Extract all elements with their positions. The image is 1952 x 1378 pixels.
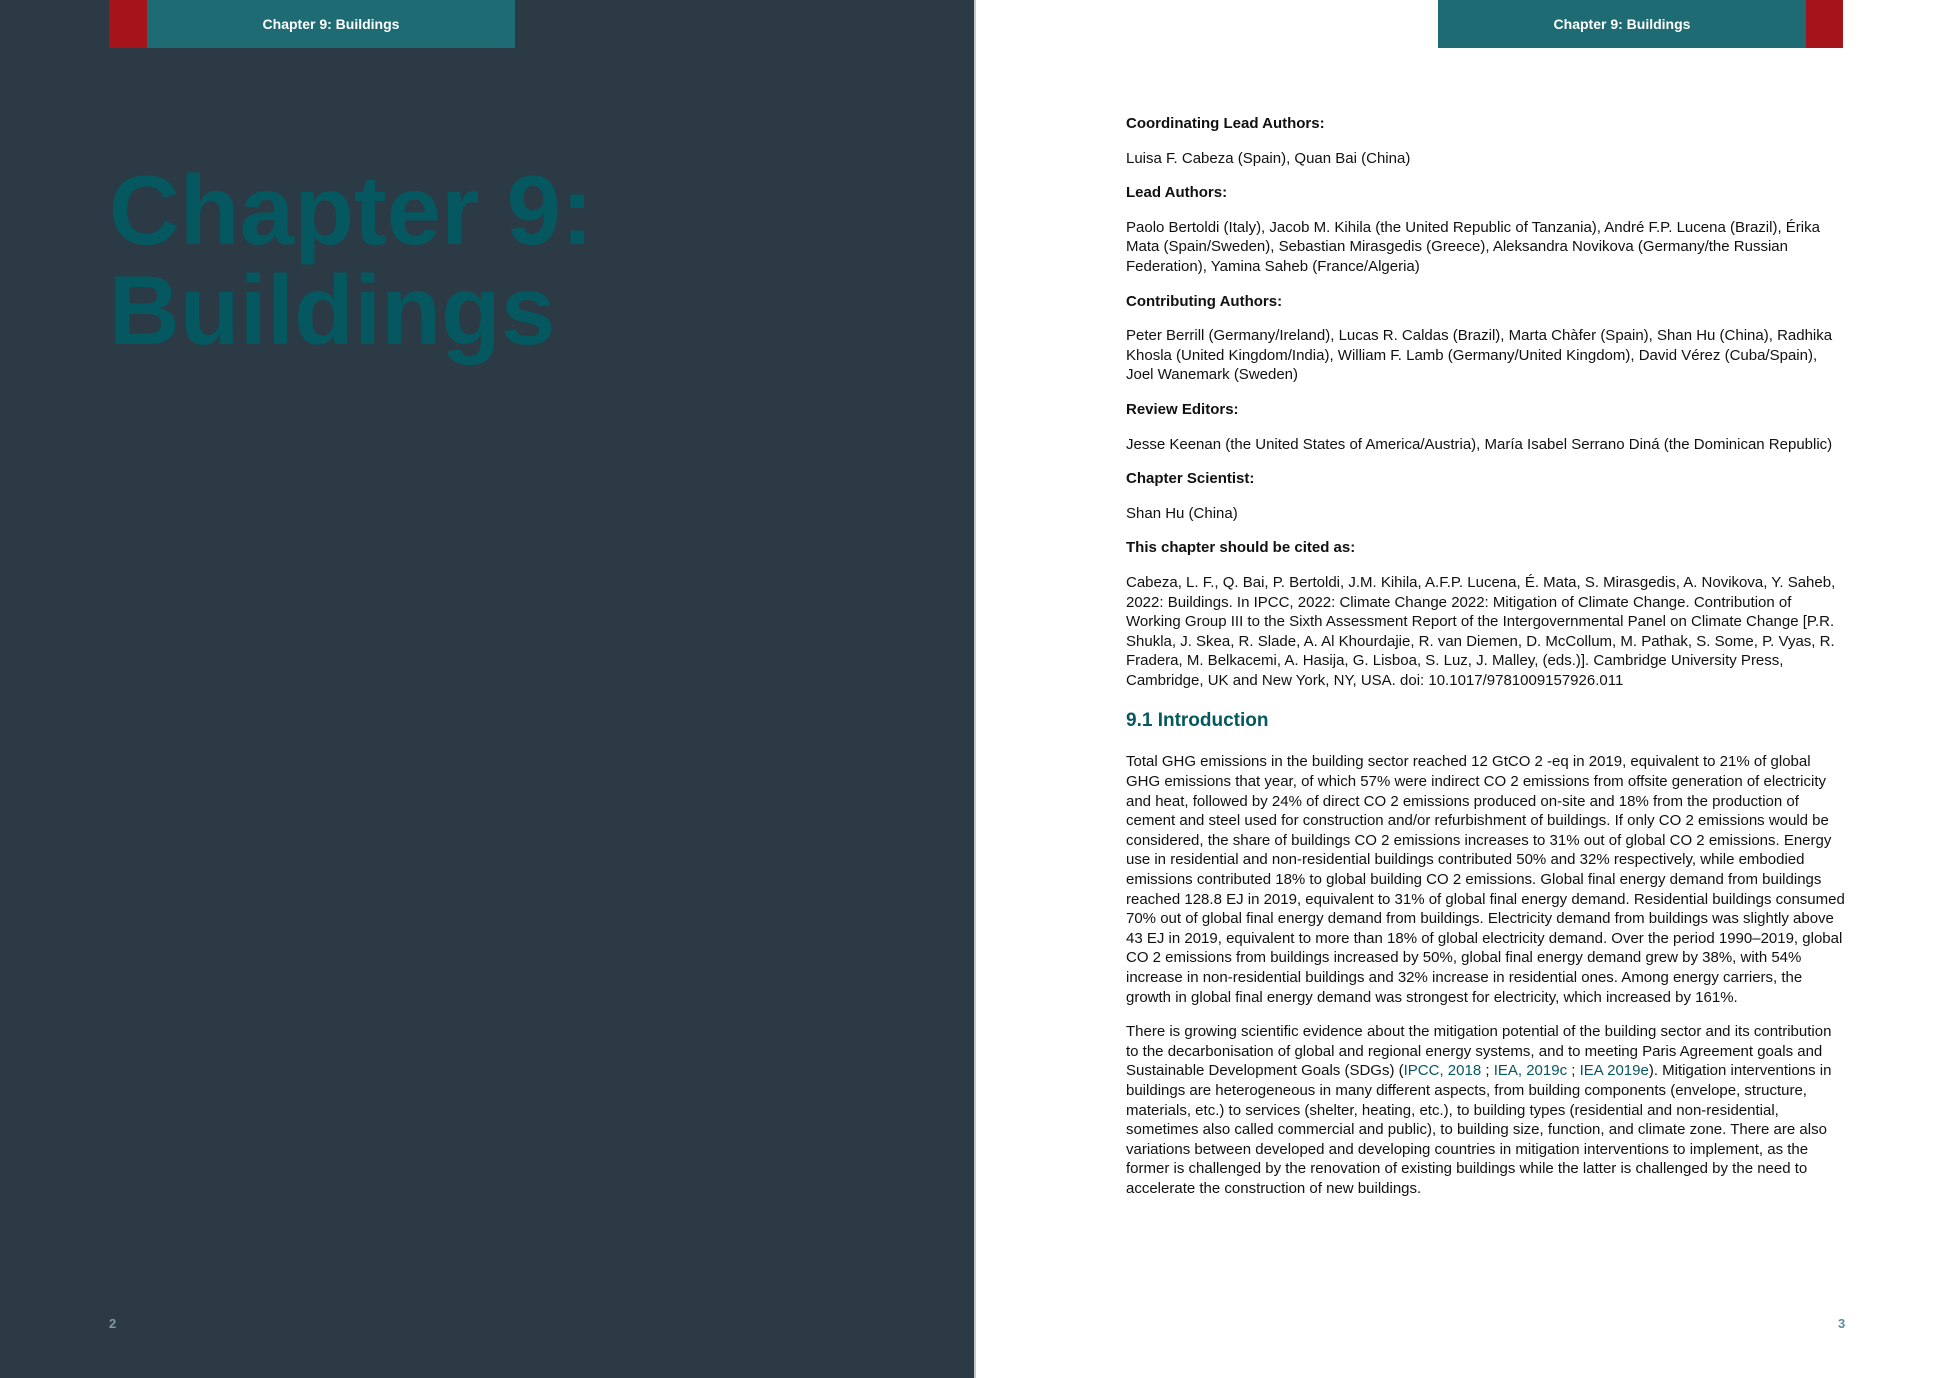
intro-paragraph-2 bbox=[1126, 1022, 1848, 1198]
review-editors: Jesse Keenan (the United States of America/Austria), María Isabel Serrano Diná (the Dominican Republic) bbox=[1126, 435, 1833, 453]
section-heading-introduction: 9.1 Introduction bbox=[1126, 710, 1269, 732]
right-header-tab: Chapter 9: Buildings bbox=[1438, 0, 1806, 48]
intro-paragraph-2-start: There is growing scientific evidence about the mitigation potential of the building sector and its contribution to the decarbonisation of global and regional energy systems, and to meeting Paris Agreement goals and Sustainable Development Goals (SDGs) ( bbox=[1126, 1023, 1832, 1080]
citation-separator: ; bbox=[1567, 1062, 1580, 1080]
lead-authors-label: Lead Authors: bbox=[1126, 184, 1228, 202]
left-header-tab: Chapter 9: Buildings bbox=[147, 0, 515, 48]
coordinating-lead-authors-label: Coordinating Lead Authors: bbox=[1126, 115, 1325, 132]
citation-separator: ; bbox=[1481, 1062, 1494, 1080]
chapter-title bbox=[109, 155, 909, 365]
citation-link-iea-2019e[interactable]: IEA 2019e bbox=[1579, 1062, 1649, 1080]
citation-label: This chapter should be cited as: bbox=[1126, 539, 1356, 557]
right-red-marker bbox=[1806, 0, 1843, 48]
right-page bbox=[974, 0, 1952, 1378]
lead-authors: Paolo Bertoldi (Italy), Jacob M. Kihila (the United Republic of Tanzania), André F.P. Lucena (Brazil), Érika Mata (Spain/Sweden), Sebastian Mirasgedis (Greece), Aleksandra Novikova (Germany/the Russian Federation), Yamina Saheb (France/Algeria) bbox=[1126, 218, 1820, 275]
intro-paragraph-1: Total GHG emissions in the building sector reached 12 GtCO 2 -eq in 2019, equivalent to 21% of global GHG emissions that year, of which 57% were indirect CO 2 emissions from offsite generation of electricity and heat, followed by 24% of direct CO 2 emissions produced on-site and 18% from the production of cement and steel used for construction and/or refurbishment of buildings. If only CO 2 emissions would be considered, the share of buildings CO 2 emissions increases to 31% out of global CO 2 emissions. Energy use in residential and non-residential buildings contributed 50% and 32% respectively, while embodied emissions contributed 18% to global building CO 2 emissions. Global final energy demand from buildings reached 128.8 EJ in 2019, equivalent to 31% of global final energy demand. Residential buildings consumed 70% out of global final energy demand from buildings. Electricity demand from buildings was slightly above 43 EJ in 2019, equivalent to more than 18% of global electricity demand. Over the period 1990–2019, global CO 2 emissions from buildings increased by 50%, global final energy demand grew by 38%, with 54% increase in non-residential buildings and 32% increase in residential ones. Among energy carriers, the growth in global final energy demand was strongest for electricity, which increased by 161%. bbox=[1126, 753, 1845, 1006]
intro-paragraph-2-end: ). Mitigation interventions in buildings are heterogeneous in many different aspects, from building components (envelope, structure, materials, etc.) to services (shelter, heating, etc.), to building types (residential and non-residential, sometimes also called commercial and public), to building size, function, and climate zone. There are also variations between developed and developing countries in mitigation interventions to implement, as the former is challenged by the renovation of existing buildings while the latter is challenged by the need to accelerate the construction of new buildings. bbox=[1126, 1062, 1832, 1197]
contributing-authors-label: Contributing Authors: bbox=[1126, 292, 1283, 310]
chapter-scientist-label: Chapter Scientist: bbox=[1126, 470, 1255, 488]
review-editors-label: Review Editors: bbox=[1126, 400, 1239, 418]
chapter-title-line1: Chapter 9: bbox=[109, 155, 594, 265]
right-page-number: 3 bbox=[1838, 1316, 1846, 1331]
citation: Cabeza, L. F., Q. Bai, P. Bertoldi, J.M. Kihila, A.F.P. Lucena, É. Mata, S. Mirasgedis, A. Novikova, Y. Saheb, 2022: Buildings. In IPCC, 2022: Climate Change 2022: Mitigation of Climate Change. Contribution of Working Group III to the Sixth Assessment Report of the Intergovernmental Panel on Climate Change [P.R. Shukla, J. Skea, R. Slade, A. Al Khourdajie, R. van Diemen, D. McCollum, M. Pathak, S. Some, P. Vyas, R. Fradera, M. Belkacemi, A. Hasija, G. Lisboa, S. Luz, J. Malley, (eds.)]. Cambridge University Press, Cambridge, UK and New York, NY, USA. doi: 10.1017/9781009157926.011 bbox=[1126, 573, 1836, 689]
chapter-title-line2: Buildings bbox=[109, 255, 556, 365]
coordinating-lead-authors: Luisa F. Cabeza (Spain), Quan Bai (China) bbox=[1126, 149, 1411, 167]
left-red-marker bbox=[109, 0, 147, 48]
chapter-front-matter bbox=[1126, 114, 1848, 1214]
citation-link-iea-2019c[interactable]: IEA, 2019c bbox=[1493, 1062, 1568, 1080]
contributing-authors: Peter Berrill (Germany/Ireland), Lucas R. Caldas (Brazil), Marta Chàfer (Spain), Shan Hu (China), Radhika Khosla (United Kingdom/India), William F. Lamb (Germany/United Kingdom), David Vérez (Cuba/Spain), Joel Wanemark (Sweden) bbox=[1126, 327, 1833, 384]
chapter-scientist: Shan Hu (China) bbox=[1126, 504, 1238, 522]
citation-link-ipcc-2018[interactable]: IPCC, 2018 bbox=[1403, 1062, 1482, 1080]
left-page bbox=[0, 0, 974, 1378]
left-page-number: 2 bbox=[109, 1316, 117, 1331]
